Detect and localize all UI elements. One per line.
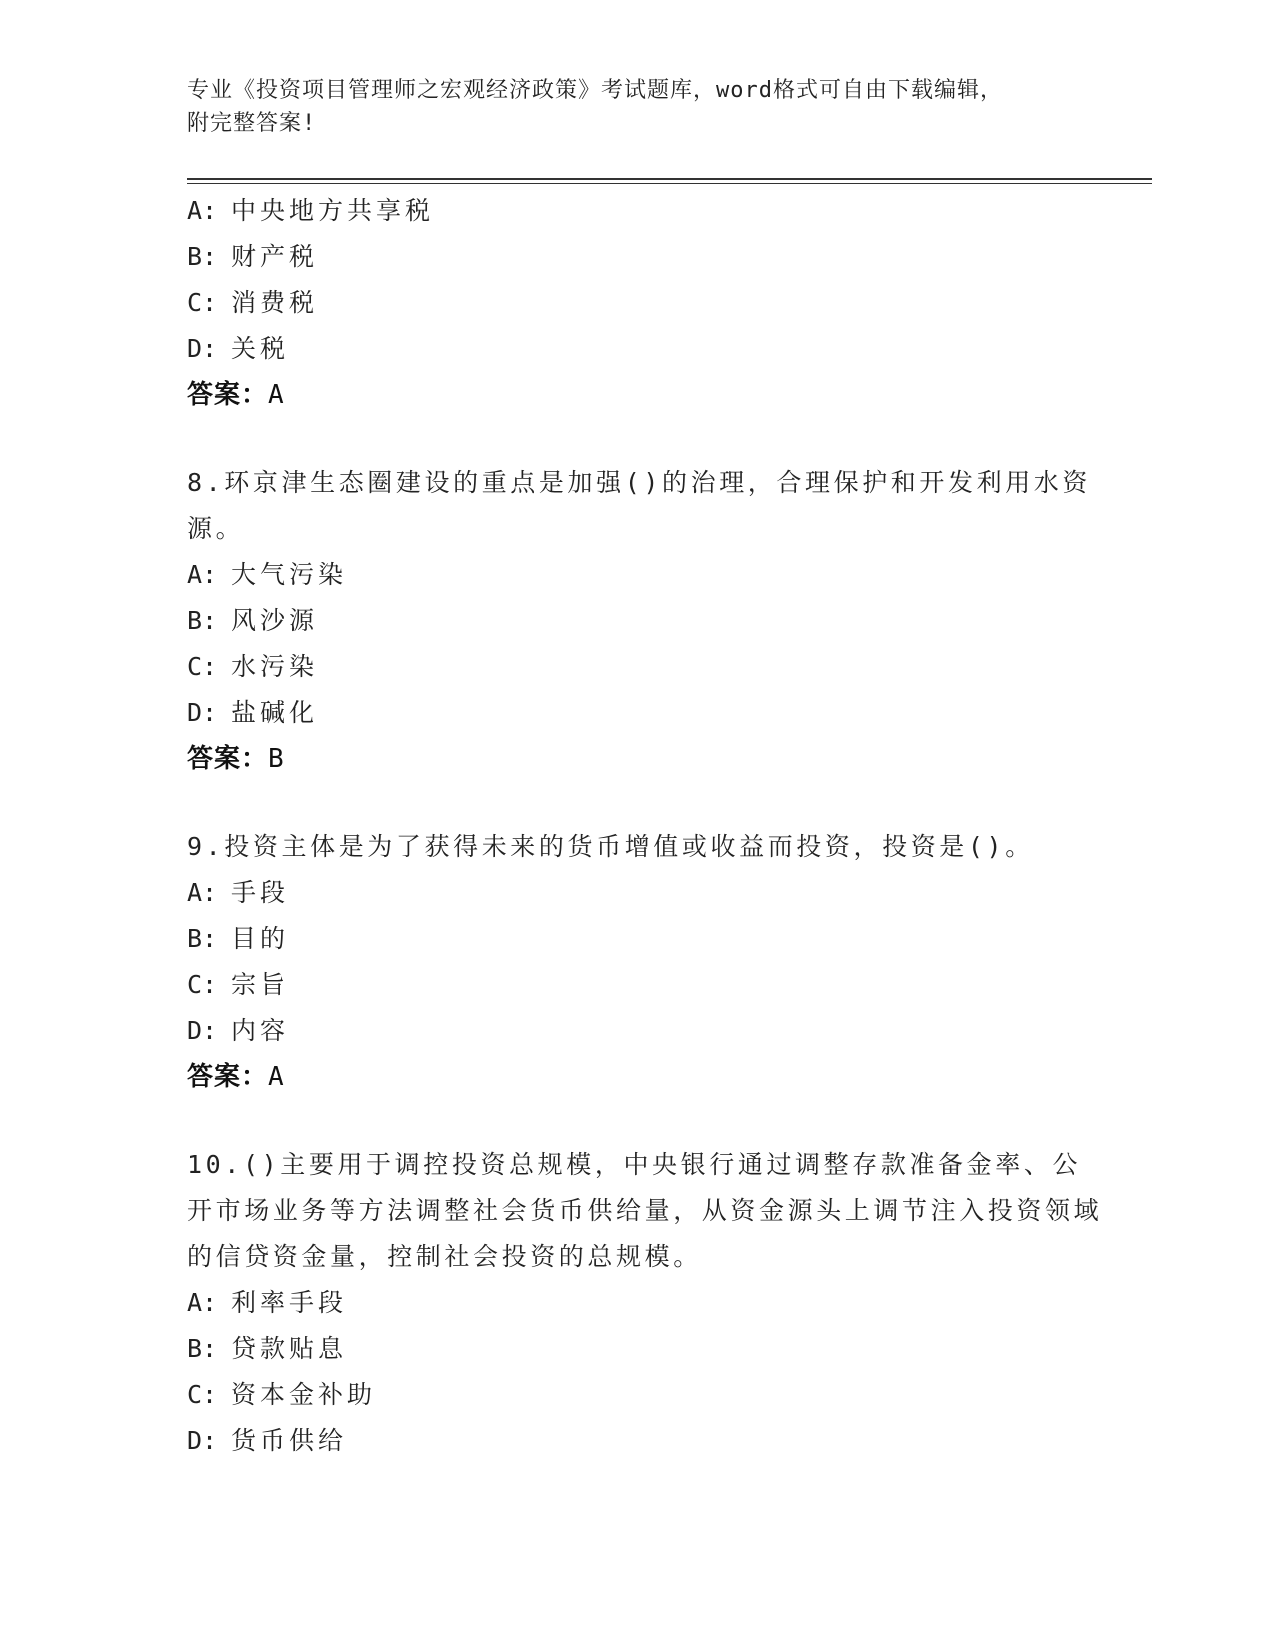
option-a: A: 利率手段 [187, 1288, 348, 1317]
question-block [187, 824, 1107, 1100]
option-text: 内容 [231, 1016, 290, 1045]
header-rule-thick [187, 178, 1152, 180]
option-d: D: 盐碱化 [187, 698, 319, 727]
option-text: 货币供给 [231, 1426, 348, 1455]
answer-value: B [268, 744, 285, 774]
option-text: 消费税 [231, 288, 319, 317]
option-text: 大气污染 [231, 560, 348, 589]
option-b: B: 目的 [187, 924, 290, 953]
option-text: 水污染 [231, 652, 319, 681]
option-b: B: 风沙源 [187, 606, 319, 635]
option-c: C: 宗旨 [187, 970, 290, 999]
answer-line [187, 372, 1107, 418]
question-text: 9.投资主体是为了获得未来的货币增值或收益而投资，投资是()。 [187, 832, 1034, 861]
answer-label: 答案： [187, 380, 269, 410]
option-d: D: 内容 [187, 1016, 290, 1045]
option-text: 风沙源 [231, 606, 319, 635]
option-text: 手段 [231, 878, 290, 907]
option-text: 宗旨 [231, 970, 290, 999]
answer-line [187, 736, 1107, 782]
option-text: 目的 [231, 924, 290, 953]
option-a: A: 大气污染 [187, 560, 348, 589]
answer-label: 答案： [187, 744, 269, 774]
answer-label: 答案： [187, 1062, 269, 1092]
answer-value: A [268, 380, 285, 410]
question-block [187, 1142, 1107, 1464]
option-text: 盐碱化 [231, 698, 319, 727]
answer-line [187, 1054, 1107, 1100]
question-block [187, 460, 1107, 782]
option-c: C: 消费税 [187, 288, 319, 317]
answer-value: A [268, 1062, 285, 1092]
option-text: 中央地方共享税 [231, 196, 435, 225]
option-b: B: 财产税 [187, 242, 319, 271]
option-d: D: 关税 [187, 334, 290, 363]
option-text: 财产税 [231, 242, 319, 271]
header-line-2: 附完整答案! [187, 111, 317, 136]
question-text: 8.环京津生态圈建设的重点是加强()的治理，合理保护和开发利用水资源。 [187, 468, 1092, 543]
option-text: 贷款贴息 [231, 1334, 348, 1363]
question-block [187, 188, 1107, 418]
option-c: C: 资本金补助 [187, 1380, 377, 1409]
question-text: 10.()主要用于调控投资总规模，中央银行通过调整存款准备金率、公开市场业务等方法调整社会货币供给量，从资金源头上调节注入投资领域的信贷资金量，控制社会投资的总规模。 [187, 1150, 1103, 1271]
option-a: A: 手段 [187, 878, 290, 907]
document-header [187, 74, 1067, 140]
option-text: 关税 [231, 334, 290, 363]
header-line-1: 专业《投资项目管理师之宏观经济政策》考试题库，word格式可自由下载编辑， [187, 78, 1003, 103]
option-text: 利率手段 [231, 1288, 348, 1317]
header-rule-thin [187, 183, 1152, 184]
question-list [187, 188, 1107, 1464]
option-a: A: 中央地方共享税 [187, 196, 435, 225]
option-d: D: 货币供给 [187, 1426, 348, 1455]
option-b: B: 贷款贴息 [187, 1334, 348, 1363]
option-text: 资本金补助 [231, 1380, 377, 1409]
option-c: C: 水污染 [187, 652, 319, 681]
